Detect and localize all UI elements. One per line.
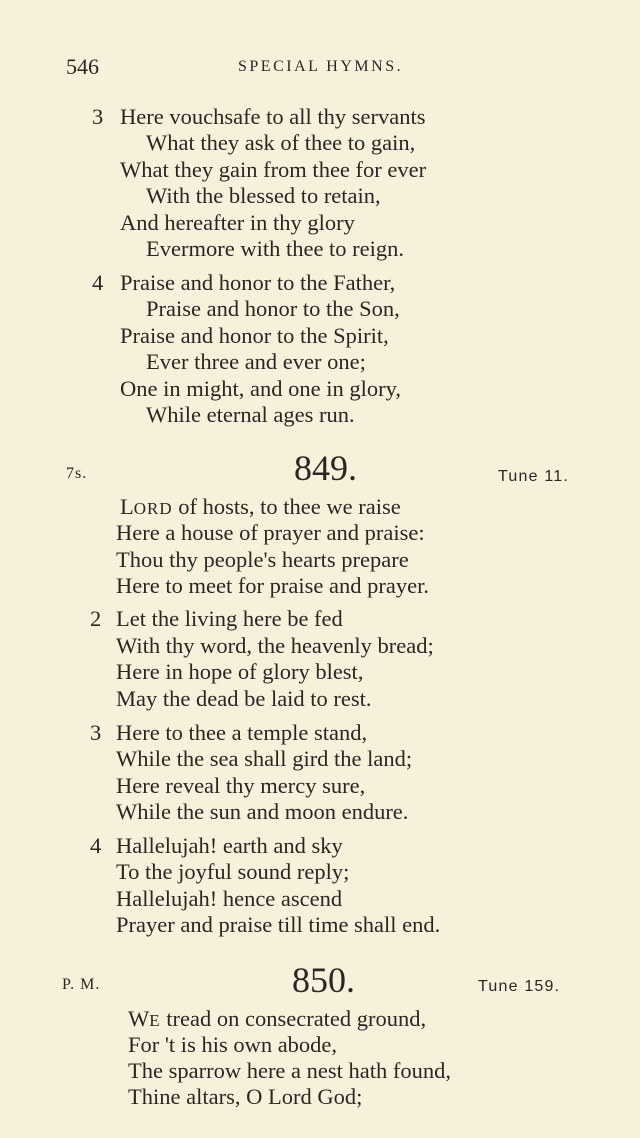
verse-line: Ever three and ever one; [146, 349, 366, 374]
verse-line: Praise and honor to the Spirit, [120, 323, 389, 348]
verse-line: Here reveal thy mercy sure, [116, 773, 366, 798]
first-word-capital: W [128, 1006, 150, 1031]
verse-line: What they gain from thee for ever [120, 157, 427, 182]
verse-line: For 't is his own abode, [128, 1032, 338, 1057]
verse-line: With thy word, the heavenly bread; [116, 633, 434, 658]
verse-number: 4 [92, 270, 104, 295]
tune-reference: Tune 11. [498, 468, 569, 485]
verse-line: One in might, and one in glory, [120, 376, 401, 401]
verse-line: Let the living here be fed [116, 606, 343, 631]
verse-line: Here vouchsafe to all thy servants [120, 104, 426, 129]
verse-line: With the blessed to retain, [146, 183, 381, 208]
page-number: 546 [66, 54, 99, 79]
verse-line: Evermore with thee to reign. [146, 236, 405, 261]
first-word-small-caps: ORD [133, 499, 173, 518]
verse-line-text: of hosts, to thee we raise [172, 494, 401, 519]
verse-line: The sparrow here a nest hath found, [128, 1058, 452, 1083]
verse-line: Here to meet for praise and prayer. [116, 573, 429, 598]
verse-line: While eternal ages run. [146, 402, 355, 427]
verse-line [120, 494, 401, 522]
verse-line-text: tread on consecrated ground, [160, 1006, 427, 1031]
verse-line: Praise and honor to the Father, [120, 270, 396, 295]
first-word-capital: L [120, 494, 134, 519]
tune-reference: Tune 159. [478, 978, 561, 995]
meter-label: P. M. [62, 976, 101, 993]
verse-line: Prayer and praise till time shall end. [116, 912, 441, 937]
verse-line: While the sun and moon endure. [116, 799, 409, 824]
verse-line: Hallelujah! hence ascend [116, 886, 343, 911]
verse-number: 4 [90, 833, 102, 858]
verse-line: What they ask of thee to gain, [146, 130, 416, 155]
verse-number: 3 [92, 104, 104, 129]
hymn-number: 850. [292, 960, 355, 1000]
verse-number: 3 [90, 720, 102, 745]
verse-line: Here to thee a temple stand, [116, 720, 368, 745]
verse-number: 2 [90, 606, 102, 631]
verse-line: Here a house of prayer and praise: [116, 520, 425, 545]
verse-line: While the sea shall gird the land; [116, 746, 413, 771]
verse-line: Hallelujah! earth and sky [116, 833, 343, 858]
running-title: SPECIAL HYMNS. [238, 58, 404, 75]
verse-line: Thou thy people's hearts prepare [116, 547, 409, 572]
verse-line: May the dead be laid to rest. [116, 686, 372, 711]
verse-line: Thine altars, O Lord God; [128, 1084, 363, 1109]
meter-label: 7s. [66, 465, 88, 482]
verse-line: Here in hope of glory blest, [116, 659, 364, 684]
verse-line: Praise and honor to the Son, [146, 296, 400, 321]
first-word-small-caps: E [149, 1011, 161, 1030]
page-header [66, 54, 586, 84]
hymn-number: 849. [294, 448, 357, 488]
verse-line: And hereafter in thy glory [120, 210, 355, 235]
verse-line: To the joyful sound reply; [116, 859, 350, 884]
verse-line [128, 1006, 426, 1034]
